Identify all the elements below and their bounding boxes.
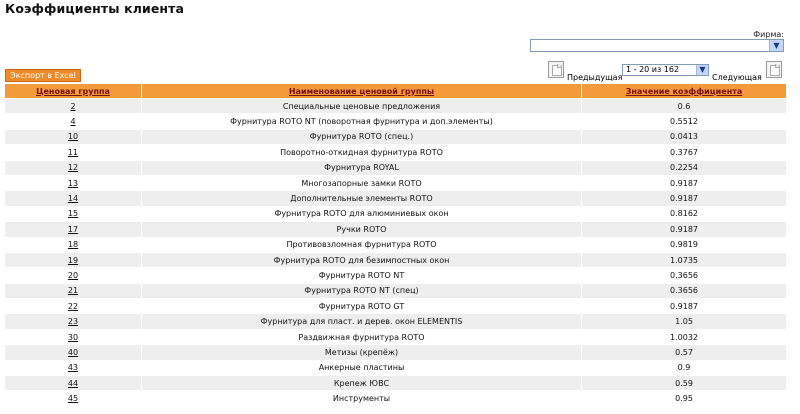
cell-coefficient: 0.9187 [582,191,787,206]
cell-coefficient: 0.9 [582,360,787,375]
price-group-link[interactable]: 14 [67,194,79,204]
price-group-link[interactable]: 19 [67,255,79,265]
cell-price-group[interactable] [5,175,142,190]
cell-price-group[interactable] [5,252,142,267]
cell-price-group[interactable] [5,376,142,391]
page-range-select[interactable] [622,64,709,76]
sort-price-group-link[interactable]: Ценовая группа [36,86,110,96]
cell-group-name: Анкерные пластины [142,360,582,375]
table-row [5,345,787,360]
cell-price-group[interactable] [5,222,142,237]
sort-group-name-link[interactable]: Наименование ценовой группы [288,86,435,96]
cell-price-group[interactable] [5,268,142,283]
cell-group-name: Фурнитура ROTO NT (спец) [142,283,582,298]
firm-select[interactable] [530,39,784,52]
cell-price-group[interactable] [5,299,142,314]
price-group-link[interactable]: 23 [67,317,79,327]
cell-coefficient: 0.95 [582,391,787,406]
cell-coefficient: 0.3767 [582,145,787,160]
page-range-value: 1 - 20 из 162 [626,65,680,74]
header-group-name[interactable] [142,84,582,99]
cell-group-name: Ручки ROTO [142,222,582,237]
cell-group-name: Многозапорные замки ROTO [142,175,582,190]
cell-price-group[interactable] [5,237,142,252]
cell-group-name: Крепеж ЮВС [142,376,582,391]
cell-price-group[interactable] [5,283,142,298]
cell-coefficient: 1.05 [582,314,787,329]
cell-price-group[interactable] [5,391,142,406]
cell-coefficient: 0.57 [582,345,787,360]
cell-coefficient: 0.8162 [582,206,787,221]
cell-group-name: Фурнитура ROTO GT [142,299,582,314]
cell-group-name: Поворотно-откидная фурнитура ROTO [142,145,582,160]
cell-group-name: Фурнитура ROTO для алюминиевых окон [142,206,582,221]
page-title: Коэффициенты клиента [5,1,185,16]
cell-price-group[interactable] [5,114,142,129]
price-group-link[interactable]: 17 [67,224,79,234]
table-row [5,360,787,375]
cell-group-name: Фурнитура ROYAL [142,160,582,175]
price-group-link[interactable]: 44 [67,378,79,388]
cell-coefficient: 0.0413 [582,129,787,144]
table-row [5,191,787,206]
cell-coefficient: 0.9819 [582,237,787,252]
cell-price-group[interactable] [5,314,142,329]
table-row [5,314,787,329]
cell-group-name: Фурнитура ROTO для безимпостных окон [142,252,582,267]
cell-group-name: Фурнитура ROTO (спец.) [142,129,582,144]
price-group-link[interactable]: 40 [67,347,79,357]
cell-group-name: Метизы (крепёж) [142,345,582,360]
table-row [5,206,787,221]
coefficients-table [4,83,787,407]
price-group-link[interactable]: 2 [70,101,76,111]
cell-price-group[interactable] [5,345,142,360]
firm-label: Фирма: [753,30,784,39]
table-row [5,329,787,344]
export-excel-button[interactable]: Экспорт в Excel [5,69,81,82]
cell-coefficient: 0.9187 [582,175,787,190]
cell-group-name: Специальные ценовые предложения [142,99,582,114]
cell-coefficient: 0.2254 [582,160,787,175]
cell-price-group[interactable] [5,129,142,144]
table-row [5,175,787,190]
price-group-link[interactable]: 12 [67,163,79,173]
price-group-link[interactable]: 45 [67,394,79,404]
cell-group-name: Инструменты [142,391,582,406]
table-row [5,252,787,267]
header-price-group[interactable] [5,84,142,99]
prev-page-icon[interactable] [548,61,564,78]
price-group-link[interactable]: 21 [67,286,79,296]
cell-price-group[interactable] [5,145,142,160]
cell-group-name: Раздвижная фурнитура ROTO [142,329,582,344]
chevron-down-icon[interactable]: ▼ [696,65,708,75]
table-row [5,114,787,129]
table-row [5,391,787,406]
cell-price-group[interactable] [5,206,142,221]
cell-group-name: Фурнитура ROTO NT [142,268,582,283]
header-coefficient[interactable] [582,84,787,99]
price-group-link[interactable]: 13 [67,178,79,188]
table-row [5,222,787,237]
price-group-link[interactable]: 43 [67,363,79,373]
table-row [5,283,787,298]
cell-price-group[interactable] [5,329,142,344]
cell-coefficient: 0.5512 [582,114,787,129]
cell-group-name: Противовзломная фурнитура ROTO [142,237,582,252]
price-group-link[interactable]: 20 [67,270,79,280]
price-group-link[interactable]: 4 [70,117,76,127]
prev-page-label[interactable]: Предыдущая [567,73,623,82]
cell-price-group[interactable] [5,360,142,375]
table-row [5,145,787,160]
next-page-label[interactable]: Следующая [712,73,762,82]
cell-group-name: Фурнитура ROTO NT (поворотная фурнитура и доп.элементы) [142,114,582,129]
cell-price-group[interactable] [5,99,142,114]
table-header-row [5,84,787,99]
cell-group-name: Фурнитура для пласт. и дерев. окон ELEMENTIS [142,314,582,329]
cell-price-group[interactable] [5,191,142,206]
cell-coefficient: 0.6 [582,99,787,114]
table-row [5,99,787,114]
cell-coefficient: 1.0735 [582,252,787,267]
price-group-link[interactable]: 22 [67,301,79,311]
next-page-icon[interactable] [766,61,782,78]
table-row [5,160,787,175]
cell-coefficient: 0.9187 [582,299,787,314]
chevron-down-icon[interactable]: ▼ [769,40,783,51]
price-group-link[interactable]: 11 [67,147,79,157]
cell-coefficient: 0.3656 [582,283,787,298]
table-row [5,299,787,314]
cell-coefficient: 1.0032 [582,329,787,344]
table-row [5,376,787,391]
cell-coefficient: 0.3656 [582,268,787,283]
table-row [5,237,787,252]
table-row [5,268,787,283]
cell-coefficient: 0.9187 [582,222,787,237]
cell-coefficient: 0.59 [582,376,787,391]
table-row [5,129,787,144]
cell-price-group[interactable] [5,160,142,175]
price-group-link[interactable]: 15 [67,209,79,219]
sort-coefficient-link[interactable]: Значение коэффициента [625,86,743,96]
price-group-link[interactable]: 30 [67,332,79,342]
cell-group-name: Дополнительные элементы ROTO [142,191,582,206]
price-group-link[interactable]: 10 [67,132,79,142]
price-group-link[interactable]: 18 [67,240,79,250]
